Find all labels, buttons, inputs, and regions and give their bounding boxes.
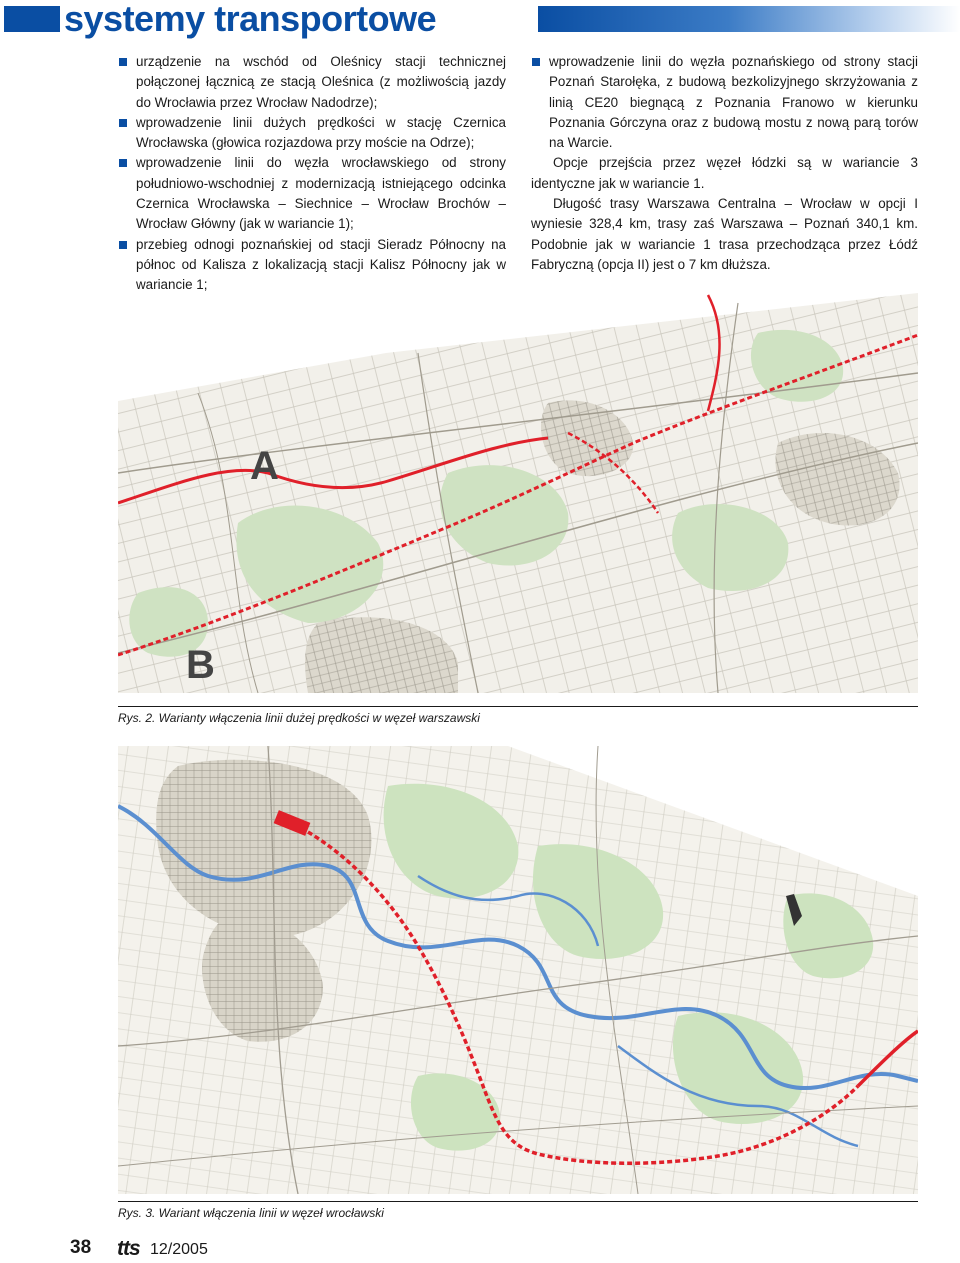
magazine-logo: tts [117,1237,140,1260]
right-text-column [531,52,918,275]
square-bullet-icon [119,159,127,167]
paragraph: Długość trasy Warszawa Centralna – Wrocław w opcji I wyniesie 328,4 km, trasy zaś Warszawa – Poznań 340,1 km. Podobnie jak w wariancie 1 trasa przechodząca przez Łódź Fabryczną (opcja II) jest o 7 km dłuższa. [531,196,918,272]
square-bullet-icon [119,119,127,127]
list-item-text: wprowadzenie linii dużych prędkości w stację Czernica Wrocławska (głowica rozjazdowa przy moście na Odrze); [136,114,506,151]
header-gradient-bar [538,6,960,32]
issue-number: 12/2005 [150,1241,208,1258]
wroclaw-map-image [118,746,918,1194]
page-footer [0,1235,960,1263]
list-item-text: przebieg odnogi poznańskiej od stacji Sieradz Północny na północ od Kalisza z lokalizacją stacji Kalisz Północny jak w wariancie 1; [136,236,506,293]
left-text-column [118,52,506,296]
figure-caption: Rys. 3. Wariant włączenia linii w węzeł wrocławski [118,1206,384,1220]
square-bullet-icon [532,58,540,66]
page-header [0,0,960,38]
list-item-text: wprowadzenie linii do węzła poznańskiego od strony stacji Poznań Starołęka, z budową bezkolizyjnego skrzyżowania z linią CE20 biegnącą z Poznania Franowo w kierunku Poznania Górczyna oraz z budową mostu z nową parą torów na Warcie. [549,54,918,151]
list-item-text: urządzenie na wschód od Oleśnicy stacji technicznej połączonej łącznicą ze stacją Oleśnica (z możliwością jazdy do Wrocławia przez Wrocław Nadodrze); [136,54,506,110]
square-bullet-icon [119,58,127,66]
page-number: 38 [70,1237,92,1258]
caption-rule [118,706,918,707]
list-item-text: wprowadzenie linii do węzła wrocławskiego od strony południowo-wschodniej z modernizacją istniejącego odcinka Czernica Wrocławska – Siechnice – Wrocław Brochów – Wrocław Główny (jak w wariancie 1); [136,155,506,232]
caption-rule [118,1201,918,1202]
list-item [531,52,918,153]
square-bullet-icon [119,241,127,249]
variant-b-label: B [186,643,215,687]
list-item [118,153,506,234]
variant-a-label: A [250,444,279,488]
figure-warsaw-map [118,293,918,705]
header-accent-square [4,6,60,32]
figure-caption: Rys. 2. Warianty włączenia linii dużej prędkości w węzeł warszawski [118,711,480,725]
list-item [118,113,506,154]
paragraph: Opcje przejścia przez węzeł łódzki są w wariancie 3 identyczne jak w wariancie 1. [531,155,918,191]
warsaw-map-image [118,293,918,705]
list-item [118,52,506,113]
section-title: systemy transportowe [64,0,437,39]
list-item [118,235,506,296]
figure-wroclaw-map [118,746,918,1194]
